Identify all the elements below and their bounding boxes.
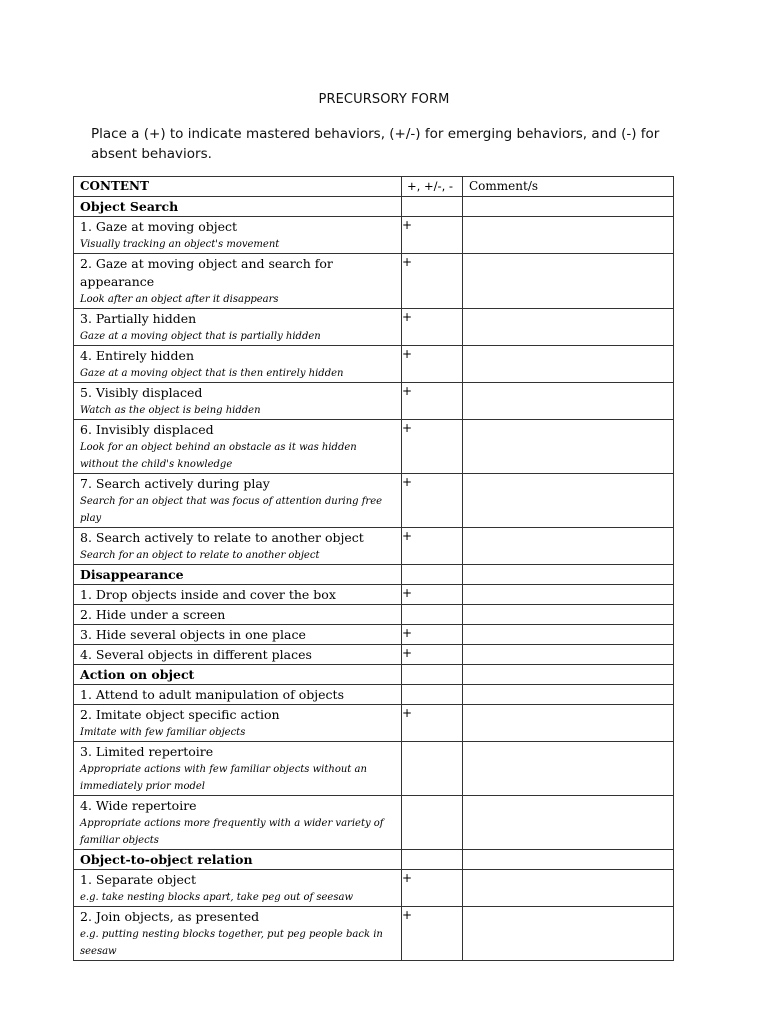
behavior-description: e.g. putting nesting blocks together, put peg people back in seesaw — [80, 929, 383, 957]
table-row — [74, 585, 674, 605]
behavior-cell — [74, 309, 402, 346]
table-row — [74, 870, 674, 907]
table-row — [74, 346, 674, 383]
section-comment-cell[interactable] — [463, 850, 674, 870]
table-row — [74, 309, 674, 346]
behavior-cell — [74, 585, 402, 605]
section-mark-cell[interactable] — [402, 850, 463, 870]
mark-header: +, +/-, - — [402, 177, 463, 197]
behavior-title: 1. Attend to adult manipulation of objects — [80, 687, 344, 702]
mark-cell[interactable]: + — [402, 907, 463, 961]
mark-cell[interactable] — [402, 605, 463, 625]
comment-cell[interactable] — [463, 420, 674, 474]
comment-cell[interactable] — [463, 645, 674, 665]
section-mark-cell[interactable] — [402, 197, 463, 217]
mark-cell[interactable] — [402, 742, 463, 796]
comment-cell[interactable] — [463, 383, 674, 420]
section-comment-cell[interactable] — [463, 665, 674, 685]
behavior-cell — [74, 685, 402, 705]
behavior-cell — [74, 907, 402, 961]
comment-cell[interactable] — [463, 870, 674, 907]
table-row — [74, 685, 674, 705]
table-row — [74, 625, 674, 645]
comment-cell[interactable] — [463, 742, 674, 796]
mark-cell[interactable] — [402, 796, 463, 850]
behavior-cell — [74, 346, 402, 383]
behavior-description: Search for an object that was focus of attention during free play — [80, 496, 383, 524]
comment-cell[interactable] — [463, 705, 674, 742]
comment-cell[interactable] — [463, 625, 674, 645]
mark-cell[interactable] — [402, 685, 463, 705]
section-heading: Object Search — [74, 197, 402, 217]
behavior-description: Imitate with few familiar objects — [80, 727, 246, 738]
comment-cell[interactable] — [463, 685, 674, 705]
behavior-cell — [74, 420, 402, 474]
behavior-cell — [74, 474, 402, 528]
behavior-title: 1. Separate object — [80, 872, 196, 887]
behavior-title: 2. Gaze at moving object and search for appearance — [80, 256, 333, 289]
behavior-cell — [74, 528, 402, 565]
table-row — [74, 796, 674, 850]
behavior-description: Appropriate actions more frequently with a wider variety of familiar objects — [80, 818, 384, 846]
comment-cell[interactable] — [463, 217, 674, 254]
comment-cell[interactable] — [463, 796, 674, 850]
table-row — [74, 645, 674, 665]
behavior-description: Gaze at a moving object that is then entirely hidden — [80, 368, 344, 379]
behavior-title: 5. Visibly displaced — [80, 385, 203, 400]
behavior-title: 3. Hide several objects in one place — [80, 627, 306, 642]
mark-cell[interactable]: + — [402, 474, 463, 528]
behavior-title: 2. Join objects, as presented — [80, 909, 260, 924]
mark-cell[interactable]: + — [402, 625, 463, 645]
section-heading: Disappearance — [74, 565, 402, 585]
section-heading: Action on object — [74, 665, 402, 685]
behavior-title: 4. Entirely hidden — [80, 348, 195, 363]
section-comment-cell[interactable] — [463, 565, 674, 585]
behavior-title: 7. Search actively during play — [80, 476, 270, 491]
mark-cell[interactable]: + — [402, 309, 463, 346]
behavior-cell — [74, 870, 402, 907]
content-header: CONTENT — [74, 177, 402, 197]
mark-cell[interactable]: + — [402, 705, 463, 742]
behavior-cell — [74, 645, 402, 665]
behavior-description: Search for an object to relate to another object — [80, 550, 320, 561]
behavior-description: Gaze at a moving object that is partially hidden — [80, 331, 321, 342]
behavior-title: 3. Partially hidden — [80, 311, 197, 326]
comment-cell[interactable] — [463, 585, 674, 605]
behavior-description: e.g. take nesting blocks apart, take peg out of seesaw — [80, 892, 354, 903]
section-comment-cell[interactable] — [463, 197, 674, 217]
section-row — [74, 665, 674, 685]
mark-cell[interactable]: + — [402, 870, 463, 907]
behavior-title: 1. Drop objects inside and cover the box — [80, 587, 336, 602]
mark-cell[interactable]: + — [402, 420, 463, 474]
behavior-title: 6. Invisibly displaced — [80, 422, 214, 437]
section-row — [74, 850, 674, 870]
mark-cell[interactable]: + — [402, 254, 463, 309]
behavior-title: 3. Limited repertoire — [80, 744, 214, 759]
behavior-cell — [74, 796, 402, 850]
table-row — [74, 254, 674, 309]
table-row — [74, 474, 674, 528]
behavior-description: Watch as the object is being hidden — [80, 405, 261, 416]
behavior-cell — [74, 705, 402, 742]
table-row — [74, 383, 674, 420]
comment-cell[interactable] — [463, 309, 674, 346]
behavior-title: 4. Several objects in different places — [80, 647, 312, 662]
behavior-description: Look for an object behind an obstacle as it was hidden without the child's knowledge — [80, 442, 357, 470]
section-row — [74, 197, 674, 217]
comments-header: Comment/s — [463, 177, 674, 197]
table-row — [74, 528, 674, 565]
behavior-cell — [74, 742, 402, 796]
comment-cell[interactable] — [463, 346, 674, 383]
mark-cell[interactable]: + — [402, 645, 463, 665]
section-row — [74, 565, 674, 585]
table-row — [74, 217, 674, 254]
table-row — [74, 705, 674, 742]
comment-cell[interactable] — [463, 254, 674, 309]
behavior-title: 4. Wide repertoire — [80, 798, 197, 813]
behavior-cell — [74, 217, 402, 254]
form-title: PRECURSORY FORM — [318, 92, 450, 107]
behavior-description: Visually tracking an object's movement — [80, 239, 280, 250]
behavior-title: 2. Hide under a screen — [80, 607, 226, 622]
assessment-table — [73, 176, 674, 961]
comment-cell[interactable] — [463, 907, 674, 961]
table-row — [74, 742, 674, 796]
comment-cell[interactable] — [463, 474, 674, 528]
section-mark-cell[interactable] — [402, 565, 463, 585]
table-row — [74, 605, 674, 625]
mark-cell[interactable]: + — [402, 217, 463, 254]
mark-cell[interactable]: + — [402, 383, 463, 420]
behavior-title: 1. Gaze at moving object — [80, 219, 238, 234]
mark-cell[interactable]: + — [402, 346, 463, 383]
behavior-cell — [74, 625, 402, 645]
table-header-row — [74, 177, 674, 197]
mark-cell[interactable]: + — [402, 585, 463, 605]
behavior-cell — [74, 605, 402, 625]
table-row — [74, 907, 674, 961]
behavior-description: Look after an object after it disappears — [80, 294, 279, 305]
behavior-title: 8. Search actively to relate to another object — [80, 530, 364, 545]
table-row — [74, 420, 674, 474]
instructions-text: Place a (+) to indicate mastered behaviors, (+/-) for emerging behaviors, and (-) for absent behaviors. — [91, 126, 660, 162]
behavior-cell — [74, 383, 402, 420]
section-mark-cell[interactable] — [402, 665, 463, 685]
behavior-title: 2. Imitate object specific action — [80, 707, 280, 722]
comment-cell[interactable] — [463, 528, 674, 565]
behavior-description: Appropriate actions with few familiar objects without an immediately prior model — [80, 764, 367, 792]
section-heading: Object-to-object relation — [74, 850, 402, 870]
comment-cell[interactable] — [463, 605, 674, 625]
mark-cell[interactable]: + — [402, 528, 463, 565]
behavior-cell — [74, 254, 402, 309]
